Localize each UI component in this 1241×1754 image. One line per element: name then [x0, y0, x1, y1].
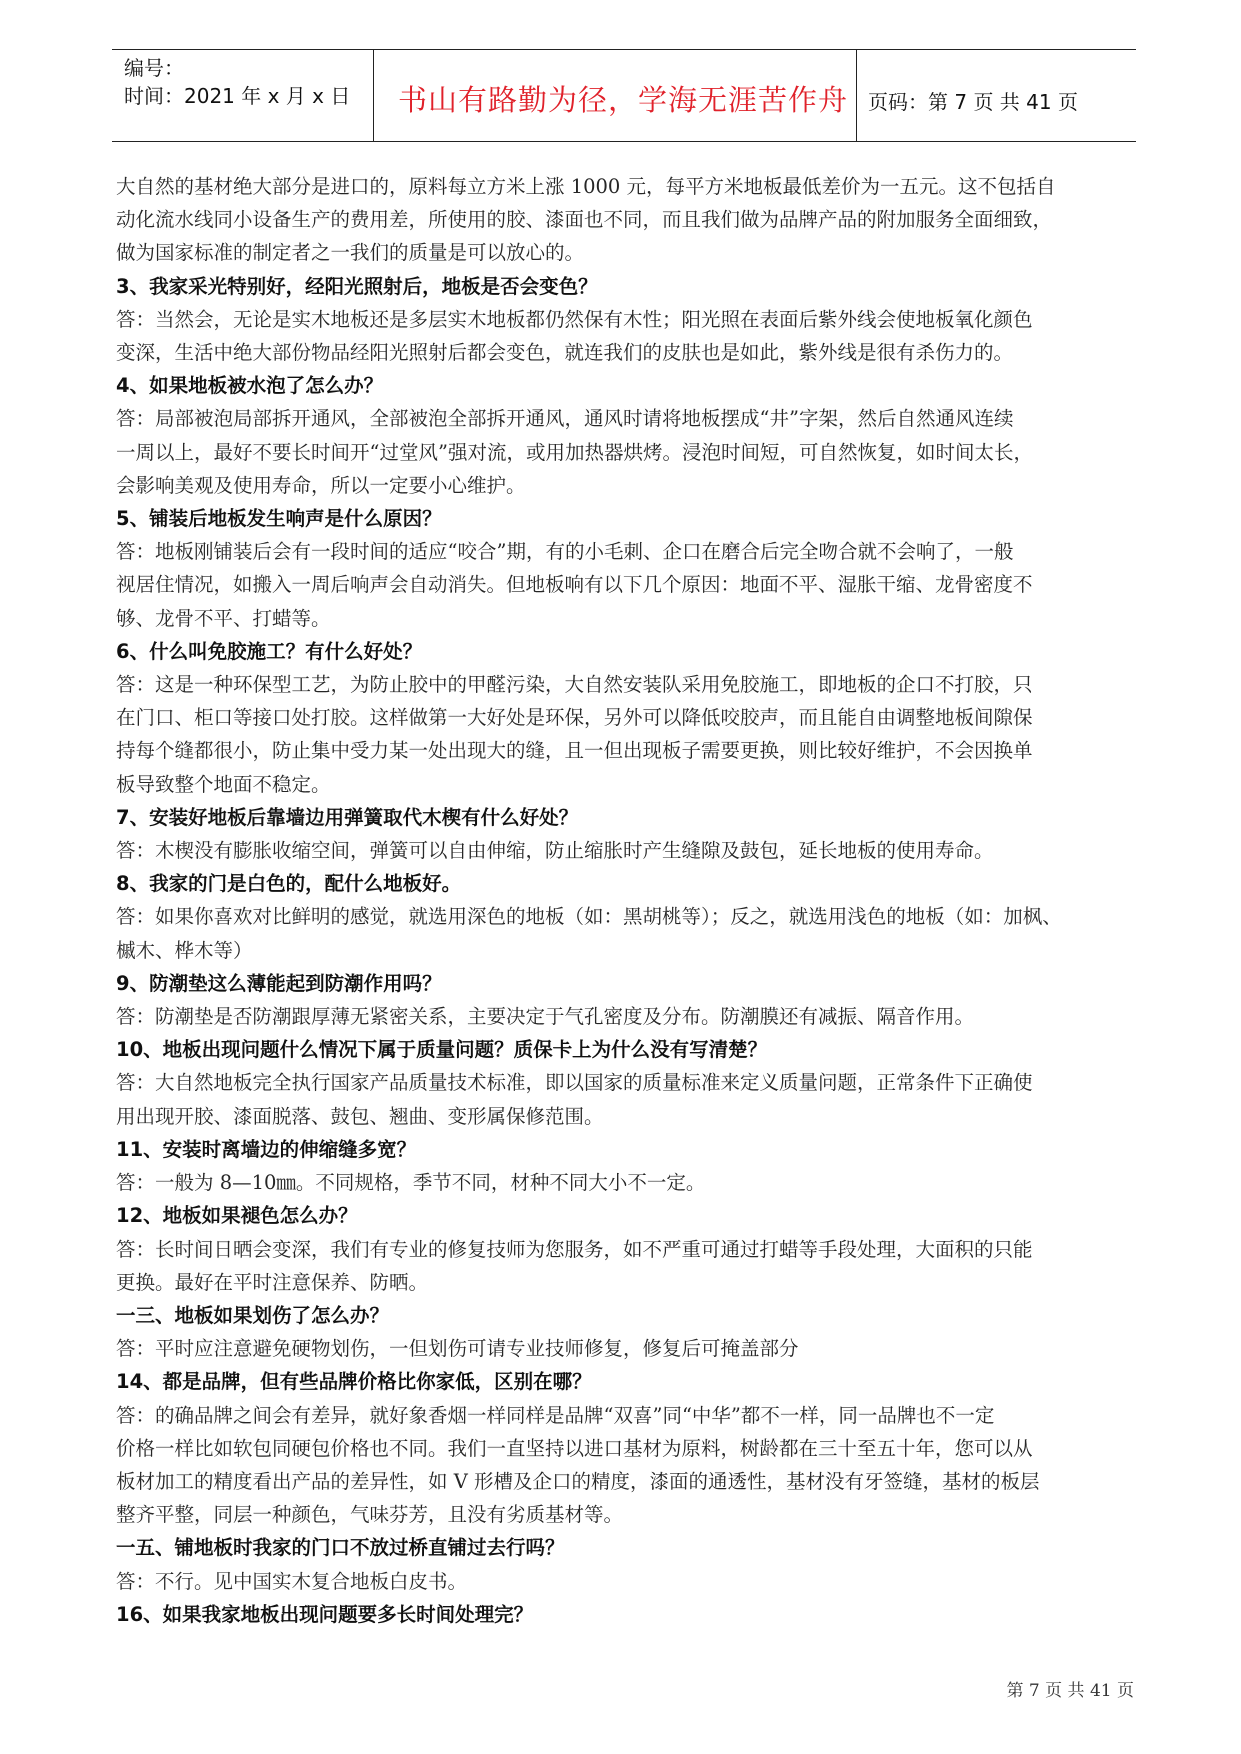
answer-text: 答：当然会，无论是实木地板还是多层实木地板都仍然保有木性；阳光照在表面后紫外线会使地板氧化颜色 变深，生活中绝大部份物品经阳光照射后都会变色，就连我们的皮肤也是如此，紫外线是很有杀伤力的。: [116, 307, 1033, 365]
question-heading: 9、防潮垫这么薄能起到防潮作用吗？: [116, 971, 442, 995]
qa-item: [116, 867, 1136, 967]
question-heading: 11、安装时离墙边的伸缩缝多宽？: [116, 1137, 417, 1161]
qa-item: [116, 801, 1136, 867]
qa-item: [116, 1133, 1136, 1199]
question-heading: 3、我家采光特别好，经阳光照射后，地板是否会变色？: [116, 274, 598, 298]
qa-item: [116, 1199, 1136, 1299]
page-footer: 第 7 页 共 41 页: [1006, 1681, 1134, 1701]
intro-paragraph: 大自然的基材绝大部分是进口的，原料每立方米上涨 1000 元，每平方米地板最低差价为一五元。这不包括自 动化流水线同小设备生产的费用差，所使用的胶、漆面也不同，而且我们做为品牌产品的附加服务全面细致， 做为国家标准的制定者之一我们的质量是可以放心的。: [116, 175, 1056, 265]
question-heading: 6、什么叫免胶施工？有什么好处？: [116, 639, 423, 663]
header-motto: 书山有路勤为径，学海无涯苦作舟: [398, 83, 849, 117]
answer-text: 答：的确品牌之间会有差异，就好象香烟一样同样是品牌“双喜”同“中华”都不一样，同一品牌也不一定 价格一样比如软包同硬包价格也不同。我们一直坚持以进口基材为原料，树龄都在三十至五十年，您可以从 板材加工的精度看出产品的差异性，如 V 形槽及企口的精度，漆面的通透性，基材没有牙签缝，基材的板层 整齐平整，同层一种颜色，气味芬芳，且没有劣质基材等。: [116, 1403, 1040, 1527]
header-divider-right: [856, 49, 857, 141]
qa-item: [116, 369, 1136, 502]
answer-text: 答：木楔没有膨胀收缩空间，弹簧可以自由伸缩，防止缩胀时产生缝隙及鼓包，延长地板的使用寿命。: [116, 839, 994, 863]
header-top-rule: [112, 49, 1136, 50]
answer-text: 答：长时间日晒会变深，我们有专业的修复技师为您服务，如不严重可通过打蜡等手段处理，大面积的只能 更换。最好在平时注意保养、防晒。: [116, 1237, 1033, 1294]
answer-text: 答：不行。见中国实木复合地板白皮书。: [116, 1569, 468, 1593]
qa-item: [116, 1531, 1136, 1597]
qa-item: [116, 502, 1136, 635]
question-heading: 一三、地板如果划伤了怎么办？: [116, 1303, 390, 1327]
question-heading: 16、如果我家地板出现问题要多长时间处理完？: [116, 1602, 534, 1626]
qa-item: [116, 1598, 1136, 1631]
answer-text: 答：大自然地板完全执行国家产品质量技术标准，即以国家的质量标准来定义质量问题，正常条件下正确使 用出现开胶、漆面脱落、鼓包、翘曲、变形属保修范围。: [116, 1071, 1033, 1128]
header-page-number: 页码：第 7 页 共 41 页: [868, 90, 1078, 114]
qa-item: [116, 635, 1136, 801]
answer-text: 答：如果你喜欢对比鲜明的感觉，就选用深色的地板（如：黑胡桃等）；反之，就选用浅色的地板（如：加枫、 槭木、桦木等）: [116, 905, 1062, 962]
question-heading: 7、安装好地板后靠墙边用弹簧取代木楔有什么好处？: [116, 805, 579, 829]
doc-code-label: 编号：: [124, 56, 184, 80]
qa-list: [116, 270, 1136, 1631]
qa-item: [116, 1365, 1136, 1531]
question-heading: 4、如果地板被水泡了怎么办？: [116, 374, 384, 398]
doc-time-label: 时间：2021 年 x 月 x 日: [124, 84, 351, 108]
question-heading: 一五、铺地板时我家的门口不放过桥直铺过去行吗？: [116, 1536, 565, 1560]
question-heading: 10、地板出现问题什么情况下属于质量问题？质保卡上为什么没有写清楚？: [116, 1038, 768, 1062]
qa-item: [116, 967, 1136, 1033]
answer-text: 答：地板刚铺装后会有一段时间的适应“咬合”期，有的小毛刺、企口在磨合后完全吻合就不会响了，一般 视居住情况，如搬入一周后响声会自动消失。但地板响有以下几个原因：地面不平、湿胀干缩、龙骨密度不 够、龙骨不平、打蜡等。: [116, 540, 1033, 630]
question-heading: 12、地板如果褪色怎么办？: [116, 1204, 358, 1228]
answer-text: 答：平时应注意避免硬物划伤，一但划伤可请专业技师修复，修复后可掩盖部分: [116, 1337, 799, 1361]
header-divider-left: [373, 49, 374, 141]
document-body: [116, 170, 1136, 1631]
question-heading: 5、铺装后地板发生响声是什么原因？: [116, 507, 442, 531]
qa-item: [116, 1033, 1136, 1133]
question-heading: 14、都是品牌，但有些品牌价格比你家低，区别在哪？: [116, 1370, 592, 1394]
qa-item: [116, 1299, 1136, 1365]
answer-text: 答：防潮垫是否防潮跟厚薄无紧密关系，主要决定于气孔密度及分布。防潮膜还有减振、隔音作用。: [116, 1005, 975, 1029]
qa-item: [116, 270, 1136, 370]
answer-text: 答：一般为 8—10㎜。不同规格，季节不同，材种不同大小不一定。: [116, 1171, 706, 1195]
header-bottom-rule: [112, 141, 1136, 142]
answer-text: 答：这是一种环保型工艺，为防止胶中的甲醛污染，大自然安装队采用免胶施工，即地板的企口不打胶，只 在门口、柜口等接口处打胶。这样做第一大好处是环保，另外可以降低咬胶声，而且能自由调整地板间隙保 持每个缝都很小，防止集中受力某一处出现大的缝，且一但出现板子需要更换，则比较好维护，不会因换单 板导致整个地面不稳定。: [116, 673, 1033, 796]
question-heading: 8、我家的门是白色的，配什么地板好。: [116, 872, 462, 896]
answer-text: 答：局部被泡局部拆开通风，全部被泡全部拆开通风，通风时请将地板摆成“井”字架，然后自然通风连续 一周以上，最好不要长时间开“过堂风”强对流，或用加热器烘烤。浸泡时间短，可自然恢复，如时间太长， 会影响美观及使用寿命，所以一定要小心维护。: [116, 407, 1033, 497]
